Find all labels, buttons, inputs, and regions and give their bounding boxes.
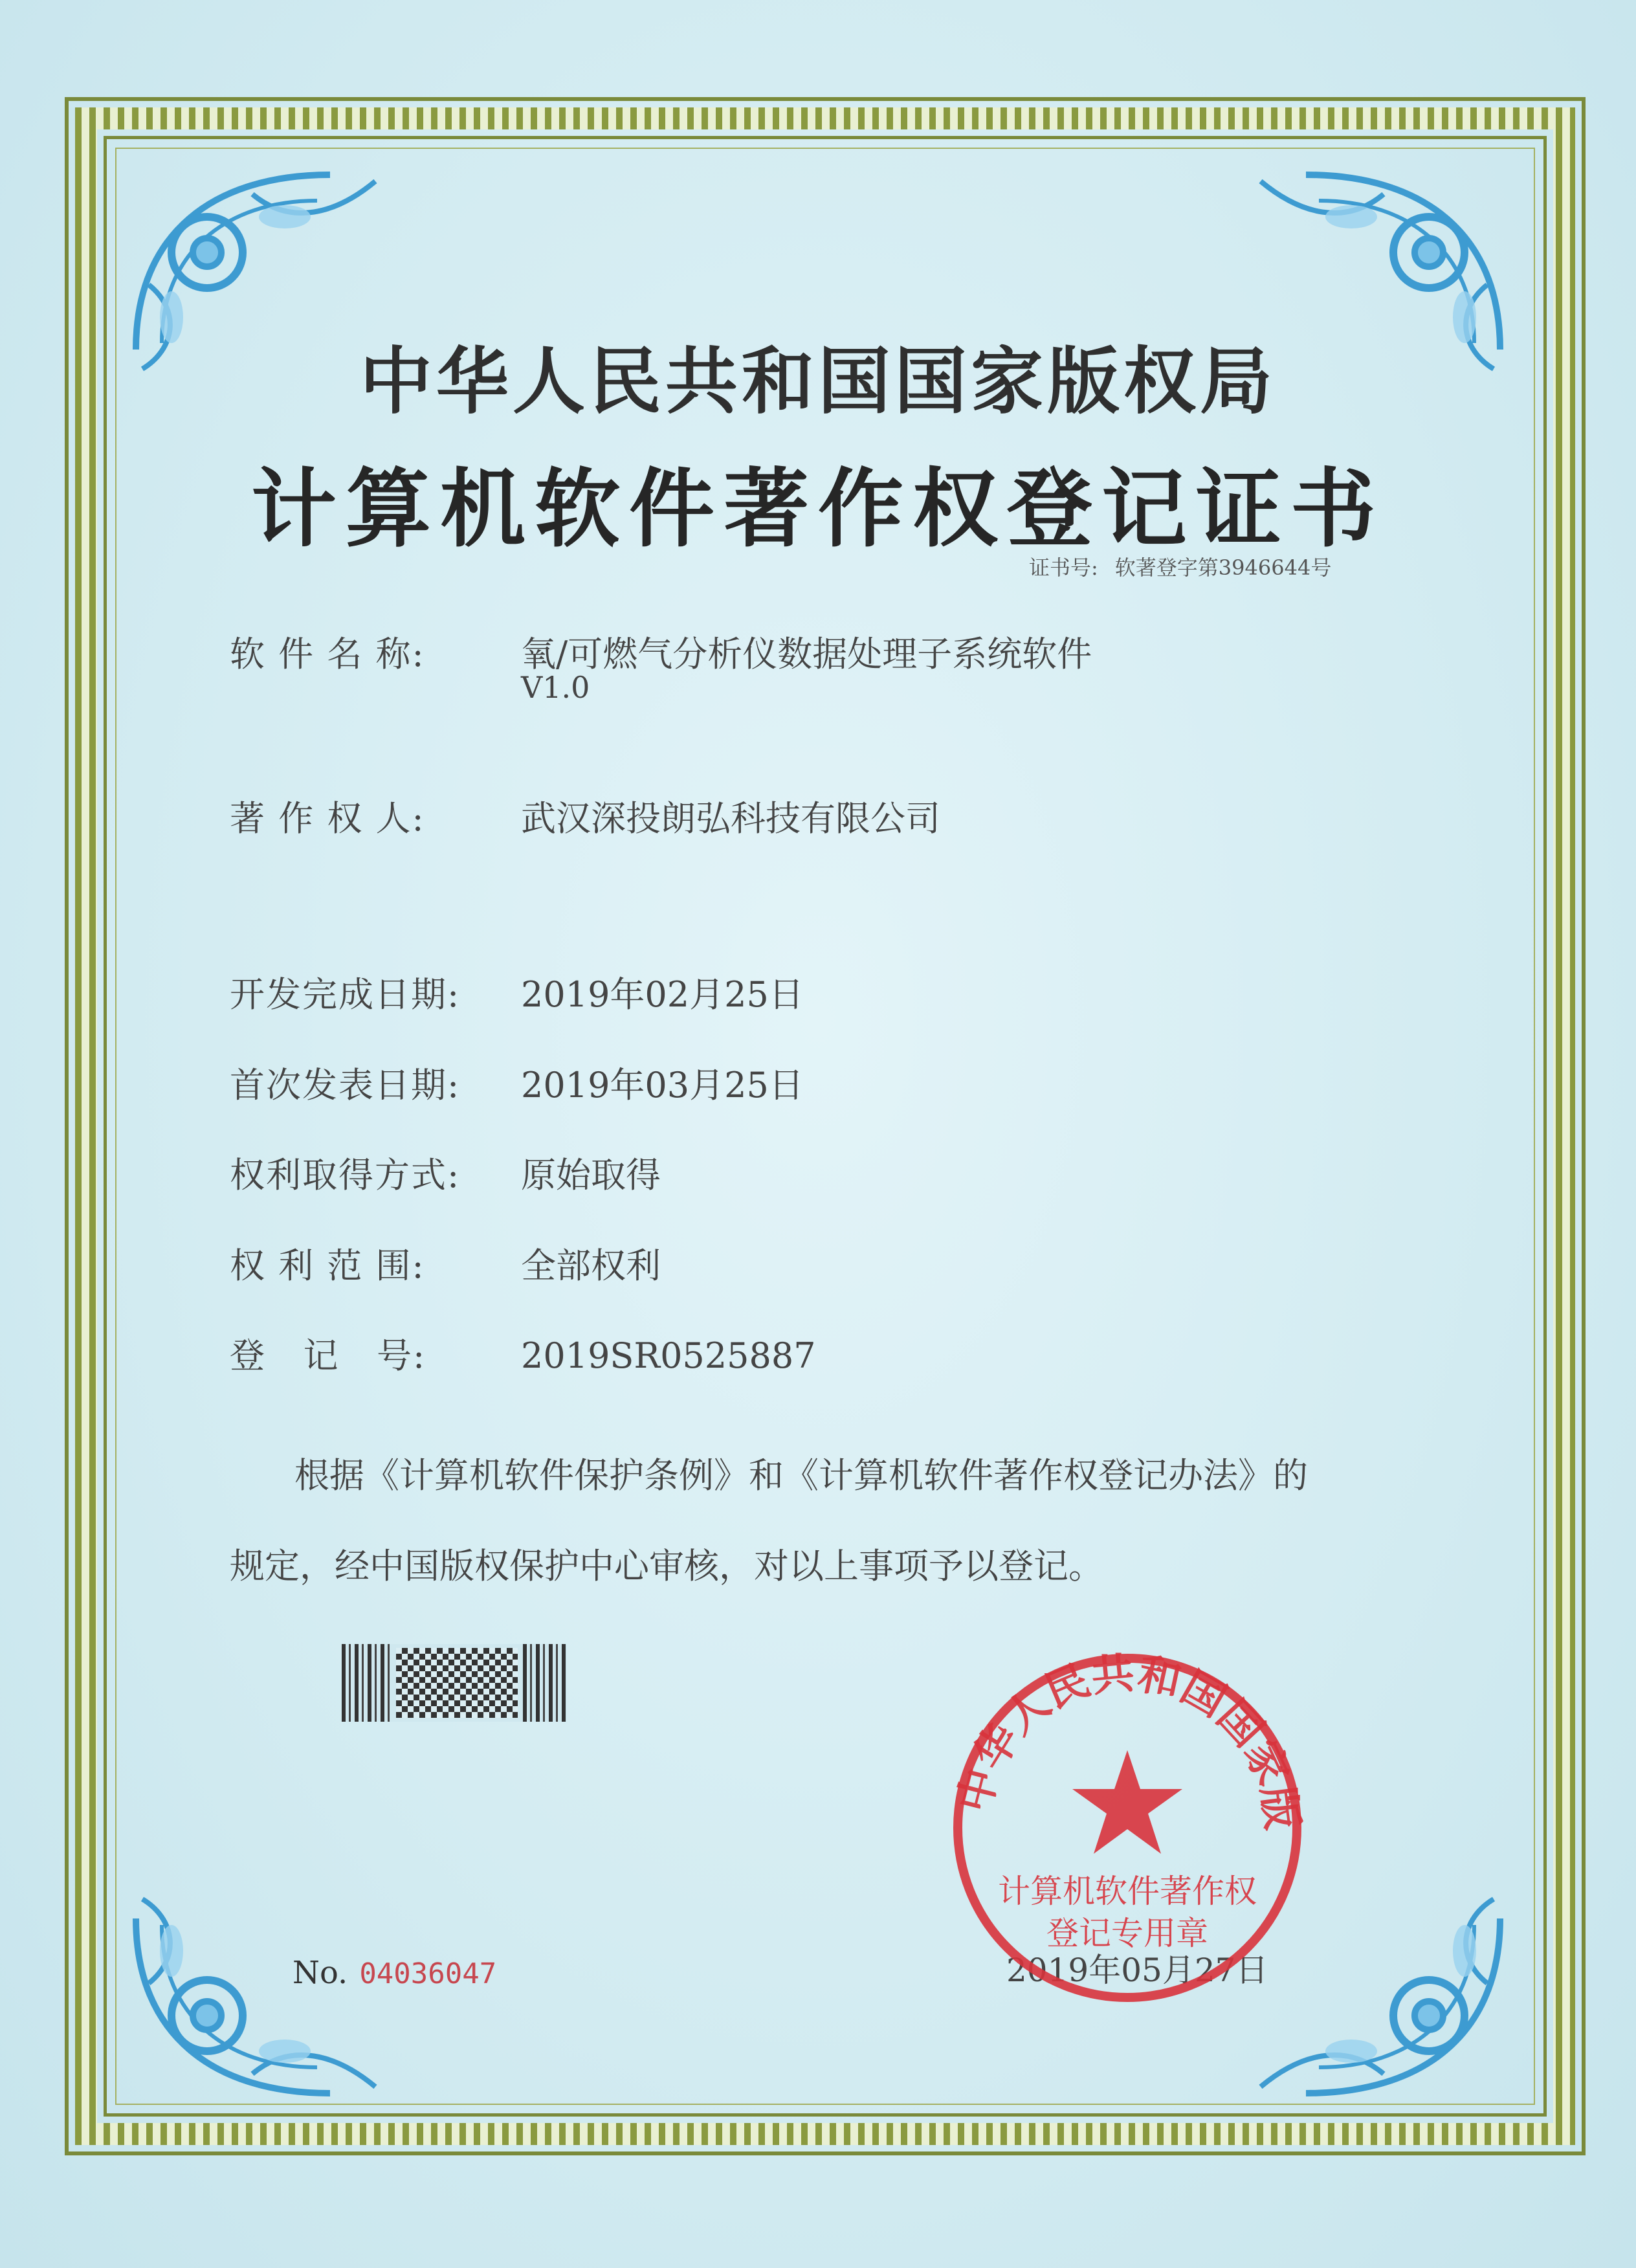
paragraph-line-2: 规定，经中国版权保护中心审核，对以上事项予以登记。: [230, 1546, 1103, 1586]
pub-date-label: 首次发表日期:: [230, 1065, 461, 1106]
certificate-number: [1029, 551, 1331, 581]
certificate-title: 计算机软件著作权登记证书: [251, 459, 1385, 559]
seal-ring-text: 中华人民共和国国家版: [949, 1648, 1307, 1832]
field-dev-date: [230, 967, 804, 1017]
issuing-authority: 中华人民共和国国家版权局: [360, 339, 1276, 424]
field-acquire-method: [230, 1148, 661, 1197]
pub-date-value: 2019年03月25日: [521, 1065, 804, 1106]
field-rights-scope: [230, 1238, 661, 1288]
scope-value: 全部权利: [521, 1245, 661, 1286]
serial-number: [293, 1955, 496, 1991]
issue-date: 2019年05月27日: [1006, 1951, 1268, 1989]
reg-value: 2019SR0525887: [521, 1335, 816, 1376]
paragraph-line-1: 根据《计算机软件保护条例》和《计算机软件著作权登记办法》的: [294, 1455, 1308, 1496]
dev-date-label: 开发完成日期:: [230, 974, 461, 1015]
barcode-qr: [342, 1644, 567, 1722]
owner-value: 武汉深投朗弘科技有限公司: [521, 798, 940, 839]
reg-label: 登 记 号:: [230, 1335, 426, 1376]
field-software-name: [230, 627, 1092, 676]
certificate-number-label: 证书号:: [1029, 555, 1098, 580]
dev-date-value: 2019年02月25日: [521, 974, 804, 1015]
scope-label: 权 利 范 围:: [230, 1245, 425, 1286]
field-registration-number: [230, 1328, 816, 1378]
field-owner: [230, 791, 940, 841]
owner-label: 著 作 权 人:: [230, 798, 425, 839]
corner-ornament-bottom-left: [123, 1893, 395, 2113]
serial-value: 04036047: [359, 1957, 497, 1990]
acquire-value: 原始取得: [521, 1155, 661, 1195]
software-version: V1.0: [521, 670, 590, 705]
certificate-number-value: 软著登字第3946644号: [1114, 555, 1332, 580]
acquire-label: 权利取得方式:: [230, 1155, 461, 1195]
seal-line-2: 登记专用章: [1046, 1915, 1208, 1952]
seal-line-1: 计算机软件著作权: [998, 1873, 1257, 1910]
official-seal: [946, 1647, 1309, 2009]
seal-star-icon: [1072, 1750, 1182, 1854]
field-pub-date: [230, 1058, 804, 1107]
serial-label: No.: [293, 1955, 348, 1991]
software-name-label: 软 件 名 称:: [230, 634, 425, 674]
software-name-value: 氧/可燃气分析仪数据处理子系统软件: [521, 634, 1092, 674]
